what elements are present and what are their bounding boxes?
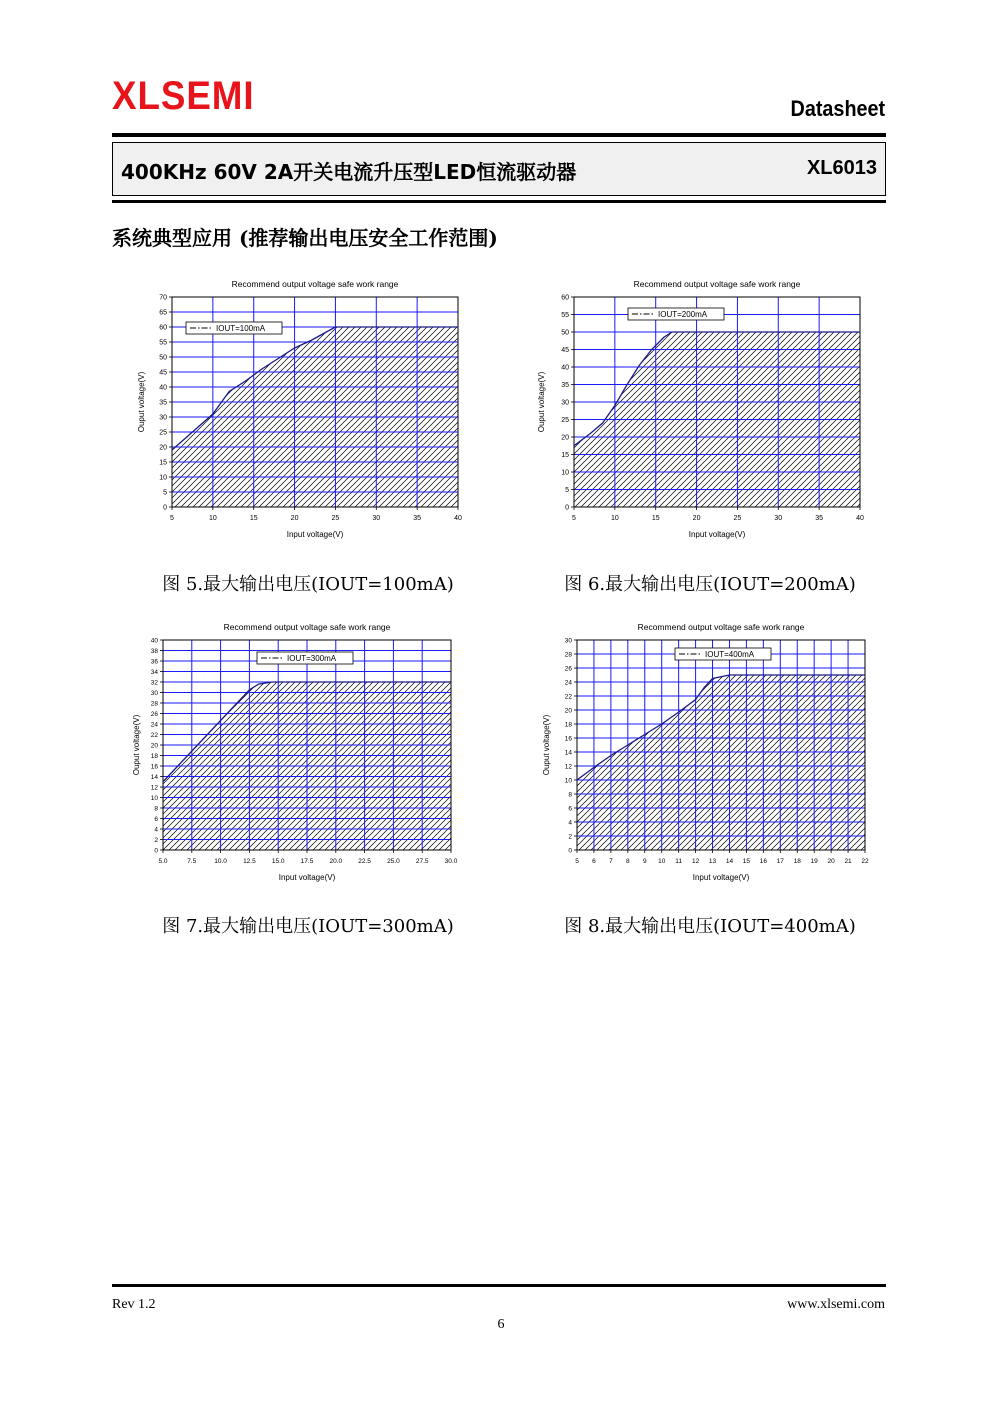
x-tick-label: 9 bbox=[642, 858, 647, 865]
y-tick-label: 45 bbox=[159, 369, 167, 377]
y-tick-label: 0 bbox=[568, 847, 572, 855]
y-tick-label: 28 bbox=[564, 651, 572, 659]
x-tick-label: 30.0 bbox=[444, 858, 458, 865]
y-tick-label: 28 bbox=[150, 700, 158, 708]
x-tick-label: 16 bbox=[759, 858, 767, 865]
x-tick-label: 20 bbox=[827, 858, 835, 865]
y-tick-label: 16 bbox=[150, 763, 158, 771]
y-tick-label: 60 bbox=[561, 294, 569, 302]
y-tick-label: 15 bbox=[159, 459, 167, 467]
y-tick-label: 12 bbox=[564, 763, 572, 771]
caption-figure-8: 图 8.最大输出电压(IOUT=400mA) bbox=[564, 916, 856, 937]
y-tick-label: 0 bbox=[154, 847, 158, 855]
y-tick-label: 35 bbox=[561, 382, 569, 389]
y-tick-label: 30 bbox=[561, 399, 569, 407]
y-tick-label: 25 bbox=[159, 429, 167, 437]
y-tick-label: 24 bbox=[150, 721, 158, 729]
y-tick-label: 24 bbox=[564, 679, 572, 687]
x-tick-label: 40 bbox=[856, 515, 864, 522]
x-tick-label: 12 bbox=[691, 858, 700, 865]
legend-label: IOUT=300mA bbox=[287, 654, 337, 663]
y-tick-label: 0 bbox=[565, 504, 569, 512]
y-tick-label: 20 bbox=[159, 444, 167, 452]
chart-title: Recommend output voltage safe work range bbox=[633, 279, 801, 289]
y-tick-label: 55 bbox=[159, 339, 167, 347]
x-tick-label: 35 bbox=[815, 515, 824, 522]
y-tick-label: 50 bbox=[561, 329, 569, 337]
y-tick-label: 6 bbox=[154, 816, 158, 823]
y-tick-label: 10 bbox=[150, 795, 158, 802]
y-tick-label: 16 bbox=[564, 735, 572, 743]
y-axis-label: Ouput voltage(V) bbox=[537, 371, 546, 433]
caption-figure-5: 图 5.最大输出电压(IOUT=100mA) bbox=[162, 574, 454, 595]
x-tick-label: 20 bbox=[692, 515, 701, 522]
x-tick-label: 5 bbox=[572, 515, 576, 522]
x-tick-label: 20.0 bbox=[329, 858, 343, 865]
x-tick-label: 22.5 bbox=[358, 858, 371, 865]
x-tick-label: 7.5 bbox=[187, 858, 197, 865]
caption-figure-7: 图 7.最大输出电压(IOUT=300mA) bbox=[162, 916, 454, 937]
y-tick-label: 60 bbox=[159, 324, 167, 332]
x-tick-label: 10 bbox=[610, 515, 619, 522]
y-tick-label: 50 bbox=[159, 354, 167, 362]
x-axis-label: Input voltage(V) bbox=[278, 873, 336, 882]
x-tick-label: 7 bbox=[609, 858, 613, 865]
footer-rule bbox=[112, 1284, 886, 1287]
y-tick-label: 20 bbox=[561, 434, 569, 442]
y-tick-label: 2 bbox=[154, 837, 158, 844]
y-axis-label: Ouput voltage(V) bbox=[542, 714, 551, 776]
x-tick-label: 10.0 bbox=[214, 858, 227, 865]
x-tick-label: 17.5 bbox=[300, 858, 314, 865]
x-axis-label: Input voltage(V) bbox=[688, 530, 746, 539]
chart-title: Recommend output voltage safe work range bbox=[637, 622, 805, 632]
y-tick-label: 8 bbox=[568, 791, 572, 799]
y-tick-label: 12 bbox=[150, 784, 158, 792]
x-tick-label: 8 bbox=[626, 858, 630, 865]
caption-figure-6: 图 6.最大输出电压(IOUT=200mA) bbox=[564, 574, 856, 595]
x-tick-label: 10 bbox=[658, 858, 666, 865]
x-tick-label: 22 bbox=[861, 858, 869, 865]
y-tick-label: 14 bbox=[150, 774, 158, 781]
y-tick-label: 5 bbox=[163, 489, 167, 497]
x-tick-label: 21 bbox=[844, 858, 852, 865]
section-title: 系统典型应用 (推荐输出电压安全工作范围) bbox=[112, 226, 498, 250]
x-tick-label: 25 bbox=[733, 515, 742, 522]
x-tick-label: 30 bbox=[372, 515, 381, 522]
x-tick-label: 14 bbox=[725, 858, 734, 865]
x-tick-label: 40 bbox=[454, 515, 462, 522]
document-title: 400KHz 60V 2A开关电流升压型LED恒流驱动器 bbox=[121, 160, 577, 184]
safe-area bbox=[577, 675, 865, 850]
y-tick-label: 36 bbox=[150, 658, 158, 666]
y-tick-label: 18 bbox=[150, 753, 158, 760]
brand-logo: XLSEMI bbox=[112, 74, 255, 118]
x-tick-label: 35 bbox=[413, 515, 422, 522]
y-tick-label: 35 bbox=[159, 399, 167, 407]
x-tick-label: 10 bbox=[208, 515, 217, 522]
y-tick-label: 25 bbox=[561, 417, 569, 424]
x-tick-label: 15 bbox=[249, 515, 258, 522]
y-tick-label: 30 bbox=[564, 637, 572, 645]
x-tick-label: 17 bbox=[776, 858, 784, 865]
x-axis-label: Input voltage(V) bbox=[692, 873, 750, 882]
y-tick-label: 70 bbox=[159, 294, 167, 302]
x-tick-label: 5 bbox=[575, 858, 579, 865]
x-axis-label: Input voltage(V) bbox=[286, 530, 344, 539]
y-tick-label: 10 bbox=[564, 777, 572, 785]
y-tick-label: 40 bbox=[159, 384, 167, 392]
y-tick-label: 22 bbox=[150, 732, 158, 739]
y-axis-label: Ouput voltage(V) bbox=[132, 714, 141, 776]
x-tick-label: 11 bbox=[675, 858, 683, 865]
y-tick-label: 30 bbox=[159, 414, 167, 422]
chart-iout-100ma bbox=[130, 270, 470, 550]
x-tick-label: 20 bbox=[290, 515, 299, 522]
y-tick-label: 8 bbox=[154, 805, 158, 813]
website-link[interactable]: www.xlsemi.com bbox=[787, 1297, 885, 1312]
x-tick-label: 27.5 bbox=[415, 858, 429, 865]
y-tick-label: 4 bbox=[154, 826, 158, 834]
x-tick-label: 30 bbox=[774, 515, 783, 522]
chart-iout-400ma bbox=[535, 612, 880, 892]
chart-iout-200ma bbox=[530, 270, 870, 550]
y-tick-label: 45 bbox=[561, 347, 569, 354]
x-tick-label: 13 bbox=[708, 858, 717, 865]
y-tick-label: 6 bbox=[568, 805, 572, 813]
x-tick-label: 15 bbox=[742, 858, 751, 865]
x-tick-label: 15.0 bbox=[271, 858, 285, 865]
legend-label: IOUT=200mA bbox=[658, 310, 708, 319]
y-axis-label: Ouput voltage(V) bbox=[137, 371, 146, 433]
y-tick-label: 0 bbox=[163, 504, 167, 512]
document-type: Datasheet bbox=[790, 96, 885, 121]
y-tick-label: 34 bbox=[150, 669, 158, 676]
revision: Rev 1.2 bbox=[112, 1297, 156, 1312]
y-tick-label: 5 bbox=[565, 487, 569, 494]
x-tick-label: 6 bbox=[592, 858, 596, 865]
x-tick-label: 5.0 bbox=[158, 858, 168, 865]
x-tick-label: 25.0 bbox=[387, 858, 400, 865]
chart-title: Recommend output voltage safe work range bbox=[223, 622, 391, 632]
y-tick-label: 30 bbox=[150, 690, 158, 697]
header-rule-bottom bbox=[112, 200, 886, 203]
chart-iout-300ma bbox=[125, 612, 470, 892]
y-tick-label: 10 bbox=[159, 474, 167, 482]
y-tick-label: 15 bbox=[561, 452, 569, 459]
x-tick-label: 15 bbox=[651, 515, 660, 522]
y-tick-label: 38 bbox=[150, 648, 158, 655]
y-tick-label: 22 bbox=[564, 693, 572, 701]
y-tick-label: 26 bbox=[564, 665, 572, 673]
y-tick-label: 10 bbox=[561, 469, 569, 477]
y-tick-label: 55 bbox=[561, 312, 569, 319]
x-tick-label: 18 bbox=[793, 858, 801, 865]
y-tick-label: 18 bbox=[564, 721, 572, 729]
y-tick-label: 26 bbox=[150, 711, 158, 718]
header-rule-top bbox=[112, 133, 886, 137]
chart-title: Recommend output voltage safe work range bbox=[231, 279, 399, 289]
x-tick-label: 25 bbox=[331, 515, 340, 522]
x-tick-label: 12.5 bbox=[243, 858, 256, 865]
x-tick-label: 19 bbox=[810, 858, 818, 865]
x-tick-label: 5 bbox=[170, 515, 174, 522]
part-number: XL6013 bbox=[806, 157, 877, 179]
y-tick-label: 4 bbox=[568, 819, 572, 827]
title-bar bbox=[112, 142, 886, 196]
y-tick-label: 65 bbox=[159, 309, 167, 317]
page-number: 6 bbox=[497, 1317, 505, 1332]
y-tick-label: 32 bbox=[150, 679, 158, 687]
y-tick-label: 20 bbox=[564, 707, 572, 715]
y-tick-label: 40 bbox=[561, 364, 569, 372]
y-tick-label: 40 bbox=[150, 637, 158, 645]
y-tick-label: 14 bbox=[564, 749, 572, 757]
y-tick-label: 2 bbox=[568, 833, 572, 841]
legend-label: IOUT=100mA bbox=[216, 324, 266, 333]
legend-label: IOUT=400mA bbox=[705, 650, 755, 659]
y-tick-label: 20 bbox=[150, 742, 158, 750]
